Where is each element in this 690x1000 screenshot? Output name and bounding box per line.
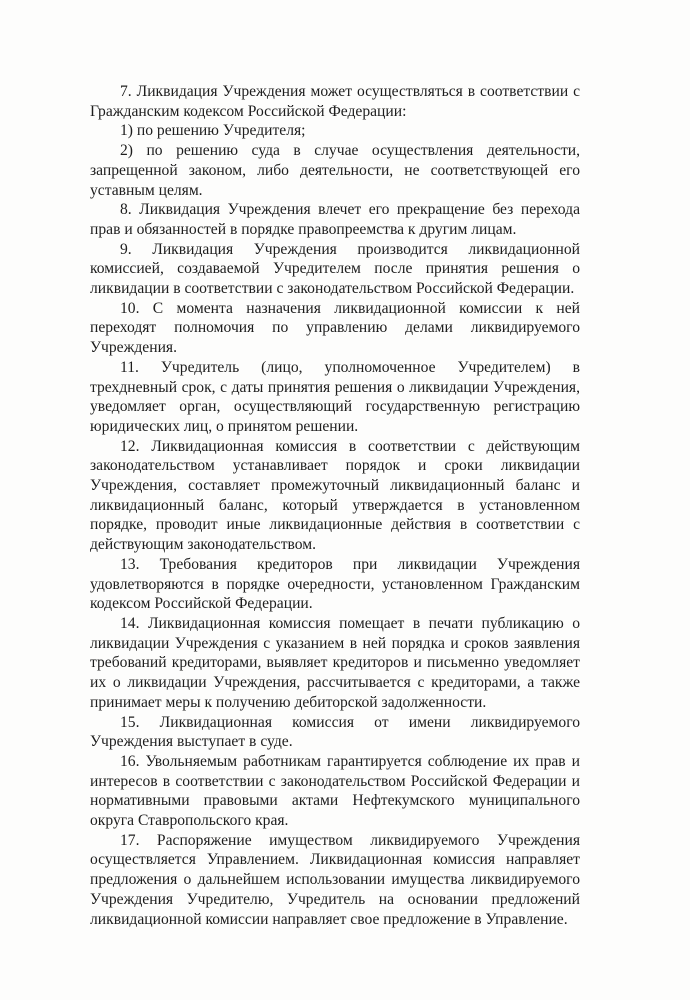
paragraph-13: 13. Требования кредиторов при ликвидации Учреждения удовлетворяются в порядке очередности, установленном Гражданским кодексом Российской Федерации. <box>90 555 580 613</box>
paragraph-14: 14. Ликвидационная комиссия помещает в печати публикацию о ликвидации Учреждения с указанием в ней порядка и сроков заявления требований кредиторами, выявляет кредиторов и письменно уведомляет их о ликвидации Учреждения, рассчитывается с кредиторами, а также принимает меры к получению дебиторской задолженности. <box>90 614 580 711</box>
paragraph-17: 17. Распоряжение имуществом ликвидируемого Учреждения осуществляется Управлением. Ликвидационная комиссия направляет предложения о дальнейшем использовании имущества ликвидируемого Учреждения Учредителю, Учредитель на основании предложений ликвидационной комиссии направляет свое предложение в Управление. <box>90 831 580 928</box>
paragraph-15: 15. Ликвидационная комиссия от имени ликвидируемого Учреждения выступает в суде. <box>90 713 580 751</box>
paragraph-9: 9. Ликвидация Учреждения производится ликвидационной комиссией, создаваемой Учредителем после принятия решения о ликвидации в соответствии с законодательством Российской Федерации. <box>90 240 580 298</box>
paragraph-8: 8. Ликвидация Учреждения влечет его прекращение без перехода прав и обязанностей в порядке правопреемства к другим лицам. <box>90 201 580 238</box>
paragraph-7: 7. Ликвидация Учреждения может осуществляться в соответствии с Гражданским кодексом Российской Федерации: <box>90 83 580 120</box>
paragraph-10: 10. С момента назначения ликвидационной комиссии к ней переходят полномочия по управлению делами ликвидируемого Учреждения. <box>90 299 580 357</box>
paragraph-16: 16. Увольняемым работникам гарантируется соблюдение их прав и интересов в соответствии с законодательством Российской Федерации и нормативными правовыми актами Нефтекумского муниципального округа Ставропольского края. <box>90 752 580 830</box>
paragraph-11: 11. Учредитель (лицо, уполномоченное Учредителем) в трехдневный срок, с даты принятия решения о ликвидации Учреждения, уведомляет орган, осуществляющий государственную регистрацию юридических лиц, о принятом решении. <box>90 358 580 435</box>
list-item-1: 1) по решению Учредителя; <box>120 122 306 140</box>
list-item-2: 2) по решению суда в случае осуществления деятельности, запрещенной законом, либо деятельности, не соответствующей его уставным целям. <box>90 142 580 199</box>
paragraph-12: 12. Ликвидационная комиссия в соответствии с действующим законодательством устанавливает порядок и сроки ликвидации Учреждения, составляет промежуточный ликвидационный баланс и ликвидационный баланс, который утверждается в установленном порядке, проводит иные ликвидационные действия в соответствии с действующим законодательством. <box>90 437 580 554</box>
